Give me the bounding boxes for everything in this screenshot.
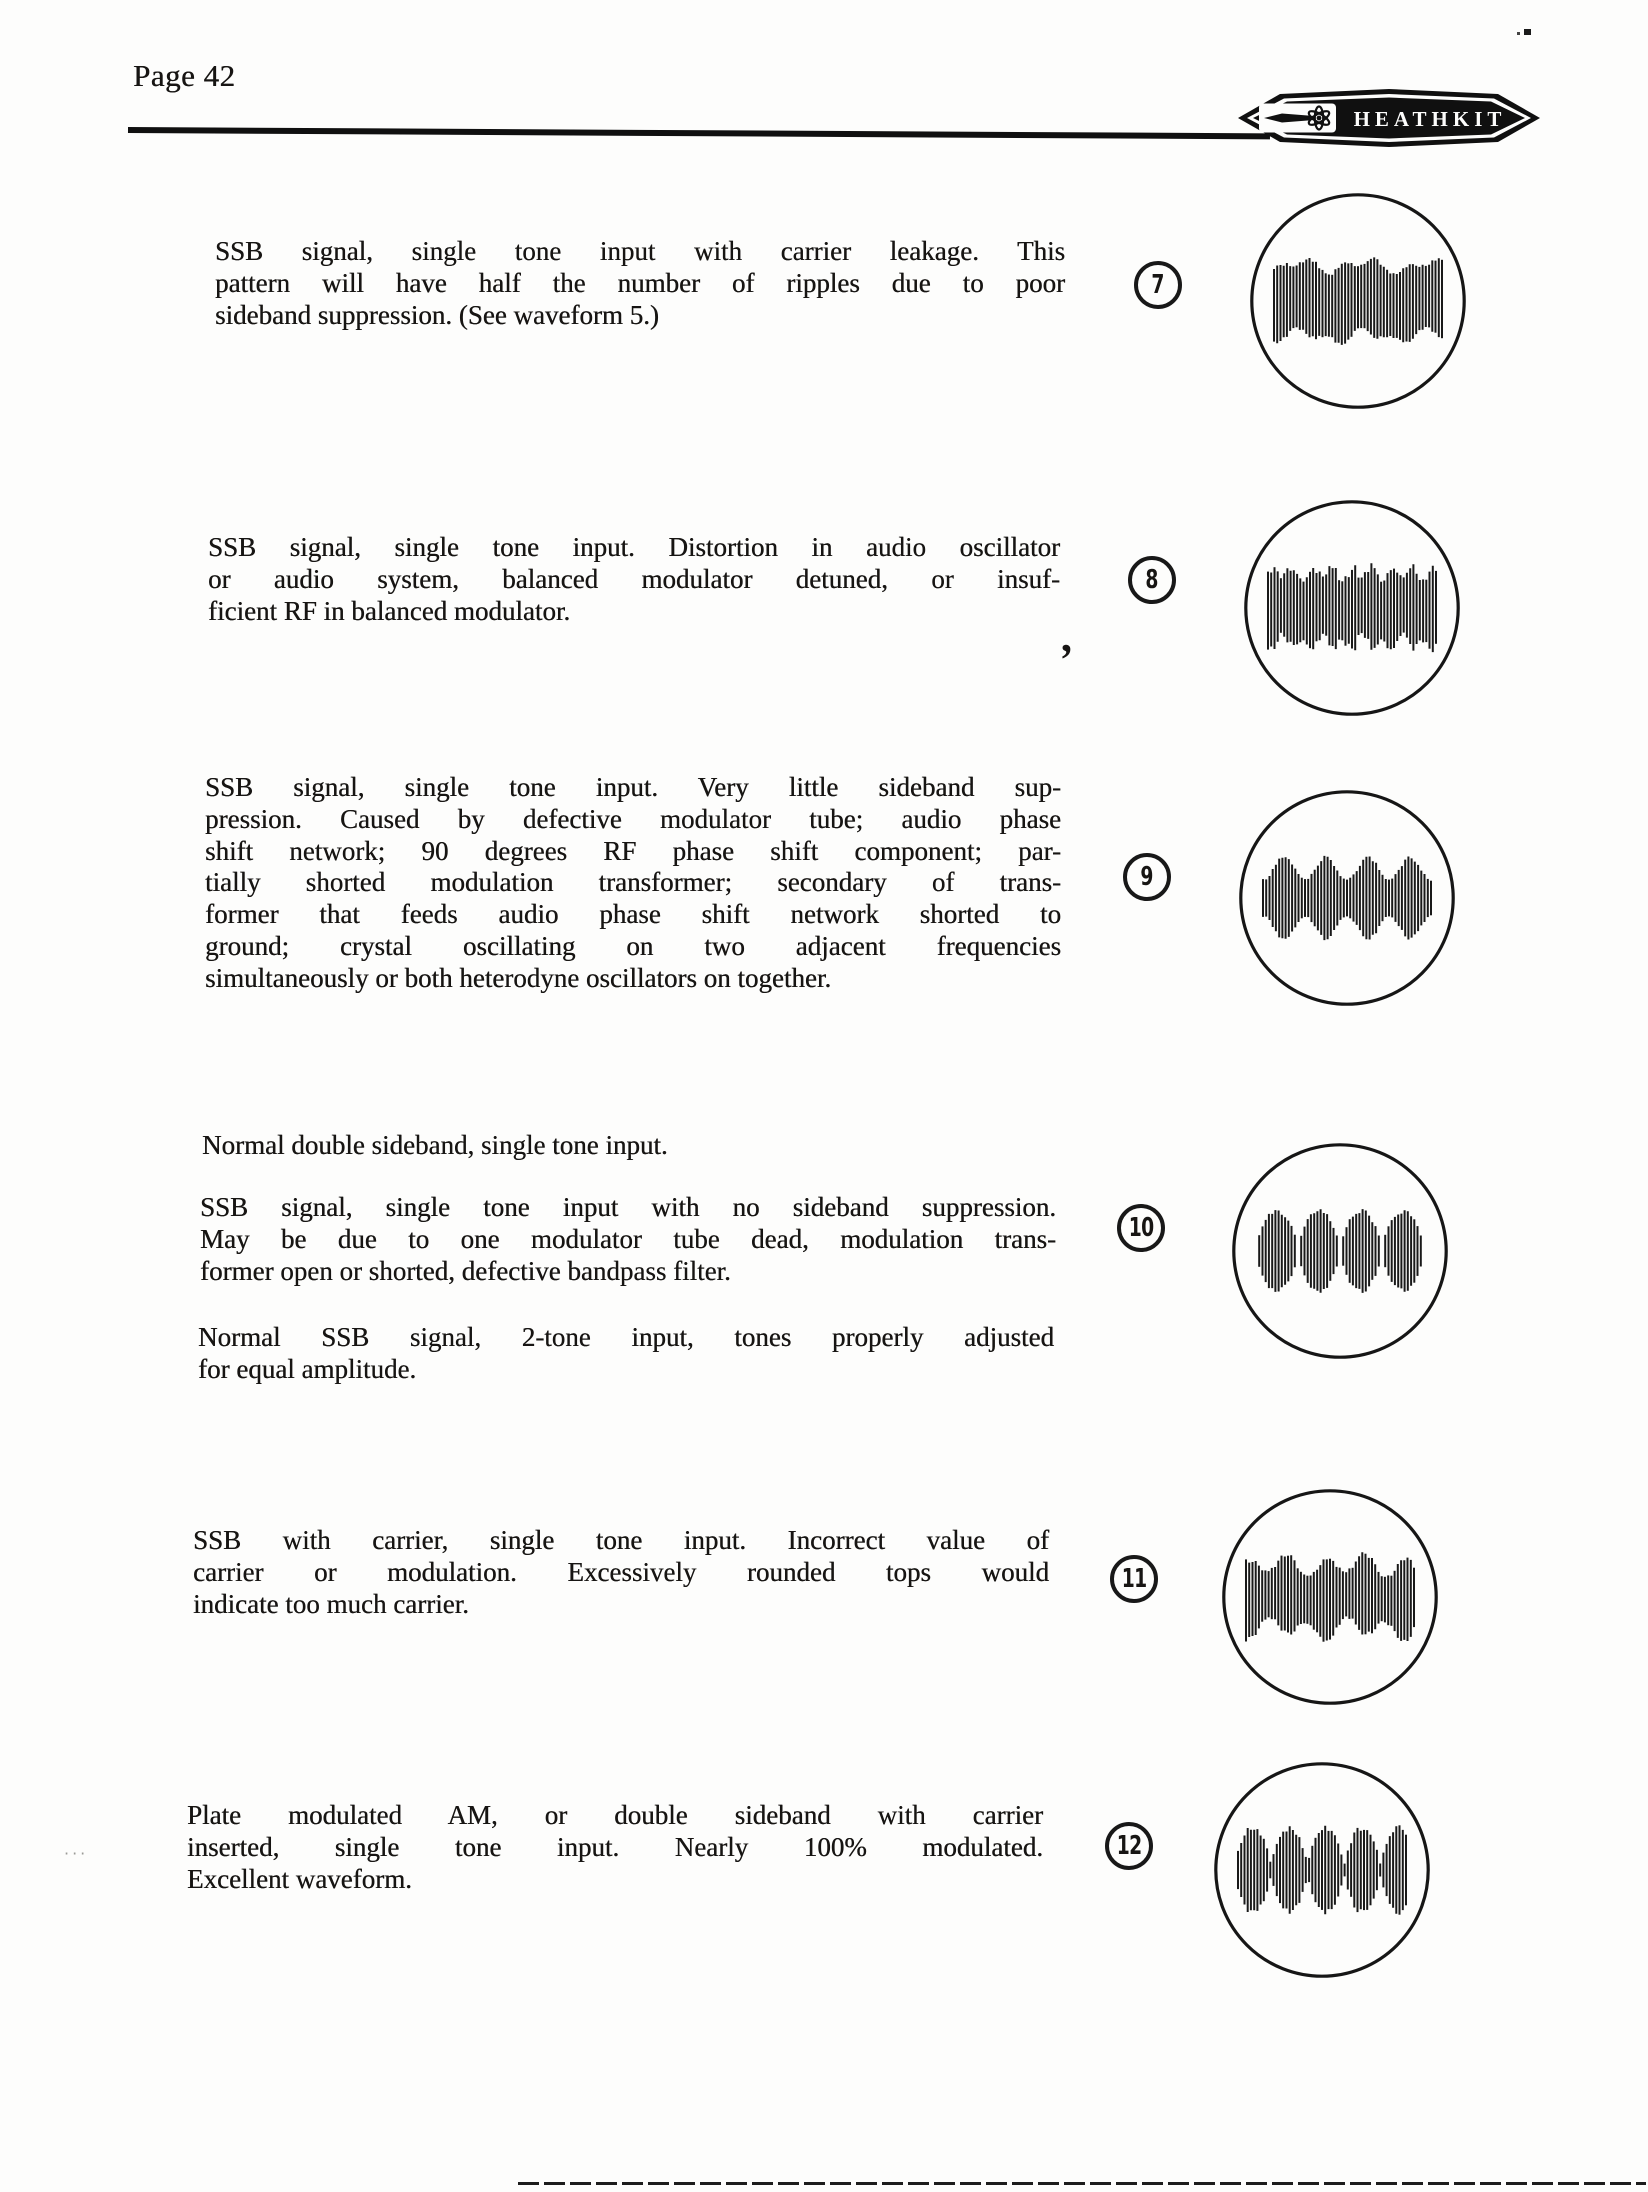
header-rule (128, 127, 1270, 139)
text-line: SSB with carrier, single tone input. Incorrect value of (193, 1525, 1049, 1555)
waveform-scope-circle-9 (1237, 788, 1457, 1008)
page-number-label: Page 42 (133, 58, 236, 93)
heathkit-logo (1234, 86, 1544, 150)
text-line: indicate too much carrier. (193, 1588, 469, 1619)
waveform-number-badge-11 (1110, 1555, 1158, 1603)
text-line: Excellent waveform. (187, 1863, 412, 1894)
atom-rocket-icon (1259, 104, 1336, 133)
waveform-scope-circle-11 (1220, 1487, 1440, 1707)
waveform-scope-circle-12 (1212, 1760, 1432, 1980)
text-line: SSB signal, single tone input with no sideband suppression. (200, 1192, 1056, 1222)
waveform-scope-circle-7 (1248, 191, 1468, 411)
heathkit-logo-badge (1234, 86, 1544, 150)
text-line: May be due to one modulator tube dead, modulation trans- (200, 1223, 1056, 1254)
waveform-scope-circle-10 (1230, 1141, 1450, 1361)
text-line: carrier or modulation. Excessively rounded tops would (193, 1556, 1049, 1587)
text-line: former open or shorted, defective bandpass filter. (200, 1255, 731, 1286)
text-line: inserted, single tone input. Nearly 100% modulated. (187, 1831, 1043, 1862)
waveform-number: 8 (1145, 565, 1159, 595)
text-line: simultaneously or both heterodyne oscillators on together. (205, 962, 832, 993)
text-line: pattern will have half the number of ripples due to poor (215, 267, 1065, 298)
text-line: ficient RF in balanced modulator. (208, 595, 571, 626)
text-line: sideband suppression. (See waveform 5.) (215, 299, 659, 330)
waveform-number-badge-9 (1123, 853, 1171, 901)
paragraph-waveform-12 (187, 1800, 1043, 1895)
text-line: SSB signal, single tone input with carrier leakage. This (215, 236, 1065, 266)
heathkit-brand-text: HEATHKIT (1353, 107, 1507, 131)
paragraph-waveform-7 (215, 236, 1065, 331)
waveform-number: 11 (1121, 1564, 1147, 1594)
text-line: for equal amplitude. (198, 1353, 417, 1384)
paragraph-normal-dsb (202, 1130, 1058, 1162)
text-line: Plate modulated AM, or double sideband with carrier (187, 1800, 1043, 1830)
paragraph-waveform-11 (193, 1525, 1049, 1620)
waveform-number: 10 (1128, 1213, 1154, 1243)
scan-artifact-dots: ··· (64, 1844, 89, 1863)
footer-dashed-rule (518, 2182, 1646, 2185)
waveform-number-badge-8 (1128, 556, 1176, 604)
paragraph-waveform-9 (205, 772, 1061, 995)
scan-artifact-apostrophe: ’ (1057, 634, 1078, 685)
text-line: or audio system, balanced modulator detuned, or insuf- (208, 563, 1060, 594)
text-line: SSB signal, single tone input. Very little sideband sup- (205, 772, 1061, 802)
text-line: Normal double sideband, single tone input. (202, 1130, 668, 1160)
waveform-number: 9 (1140, 862, 1154, 892)
waveform-number-badge-10 (1117, 1204, 1165, 1252)
text-line: former that feeds audio phase shift network shorted to (205, 899, 1061, 930)
scan-artifact-speck (1524, 29, 1531, 35)
waveform-scope-circle-8 (1242, 498, 1462, 718)
text-line: shift network; 90 degrees RF phase shift component; par- (205, 835, 1061, 866)
waveform-number: 12 (1116, 1831, 1142, 1861)
paragraph-waveform-10 (200, 1192, 1056, 1287)
paragraph-waveform-8 (208, 532, 1060, 627)
text-line: pression. Caused by defective modulator tube; audio phase (205, 803, 1061, 834)
waveform-number-badge-12 (1105, 1822, 1153, 1870)
text-line: tially shorted modulation transformer; secondary of trans- (205, 867, 1061, 898)
waveform-number-badge-7 (1134, 261, 1182, 309)
text-line: Normal SSB signal, 2-tone input, tones properly adjusted (198, 1322, 1054, 1352)
scan-artifact-speck (1517, 32, 1520, 35)
text-line: SSB signal, single tone input. Distortion in audio oscillator (208, 532, 1060, 562)
text-line: ground; crystal oscillating on two adjacent frequencies (205, 930, 1061, 961)
waveform-number: 7 (1151, 270, 1165, 300)
paragraph-normal-ssb-2tone (198, 1322, 1054, 1386)
